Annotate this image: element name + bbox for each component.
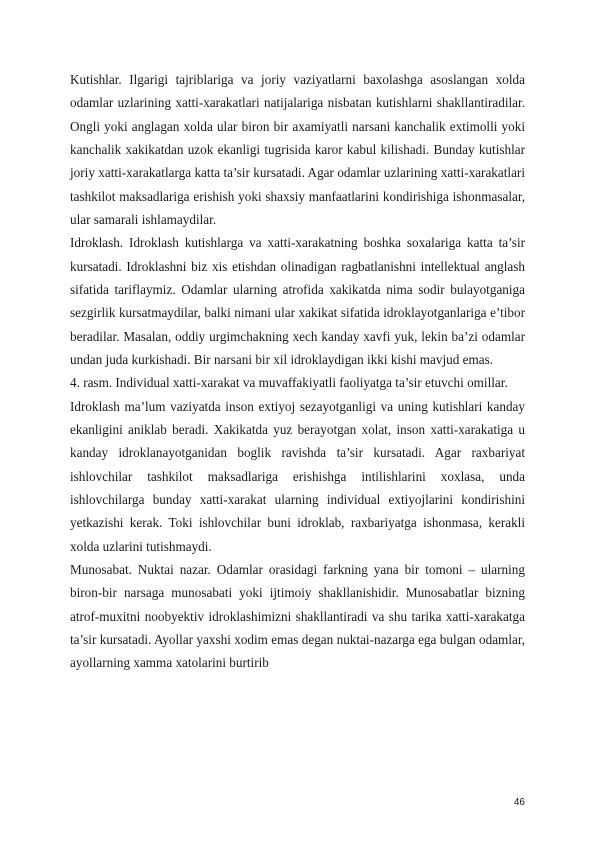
figure-caption: 4. rasm. Individual xatti-xarakat va muvaffakiyatli faoliyatga ta’sir etuvchi omillar.	[70, 375, 508, 391]
paragraph-kutishlar: Kutishlar. Ilgarigi tajriblariga va joriy vaziyatlarni baxolashga asoslangan xolda odamlar uzlarining xatti-xarakatlari natijalariga nisbatan kutishlarni shakllantiradilar. Ongli yoki anglagan xolda ular biron bir axamiyatli narsani kanchalik extimolli yoki kanchalik xakikatdan uzok ekanligi tugrisida karor kabul kilishadi. Bunday kutishlar joriy xatti-xarakatlarga katta ta’sir kursatadi. Agar odamlar uzlarining xatti-xarakatlari tashkilot maksadlariga erishish yoki shaxsiy manfaatlarini kondirishiga ishonmasalar, ular samarali ishlamaydilar.	[70, 72, 525, 227]
paragraph-idroklash: Idroklash. Idroklash kutishlarga va xatti-xarakatning boshka soxalariga katta ta’sir kursatadi. Idroklashni biz xis etishdan olinadigan ragbatlanishni intellektual anglash sifatida tariflaymiz. Odamlar ularning atrofida xakikatda nima sodir bulayotganiga sezgirlik kursatmaydilar, balki nimani ular xakikat sifatida idroklayotganlariga e’tibor beradilar. Masalan, oddiy urgimchakning xech kanday xavfi yuk, lekin ba’zi odamlar undan juda kurkishadi. Bir narsani bir xil idroklaydigan ikki kishi mavjud emas.	[70, 235, 525, 367]
paragraph-idroklash-continued: Idroklash ma’lum vaziyatda inson extiyoj sezayotganligi va uning kutishlari kanday ekanligini aniklab beradi. Xakikatda yuz berayotgan xolat, inson xatti-xarakatiga u kanday idroklanayotganidan boglik ravishda ta’sir kursatadi. Agar raxbariyat ishlovchilar tashkilot maksadlariga erishishga intilishlarini xoxlasa, unda ishlovchilarga bunday xatti-xarakat ularning individual extiyojlarini kondirishini yetkazishi kerak. Toki ishlovchilar buni idroklab, raxbariyatga ishonmasa, kerakli xolda uzlarini tutishmaydi.	[70, 398, 525, 554]
document-body	[70, 68, 525, 675]
page-number: 46	[513, 797, 525, 808]
paragraph-munosabat: Munosabat. Nuktai nazar. Odamlar orasidagi farkning yana bir tomoni – ularning biron-bir narsaga munosabati yoki ijtimoiy shakllanishidir. Munosabatlar bizning atrof-muxitni noobyektiv idroklashimizni shakllantiradi va shu tarika xatti-xarakatga ta’sir kursatadi. Ayollar yaxshi xodim emas degan nuktai-nazarga ega bulgan odamlar, ayollarning xamma xatolarini burtirib	[70, 561, 525, 671]
